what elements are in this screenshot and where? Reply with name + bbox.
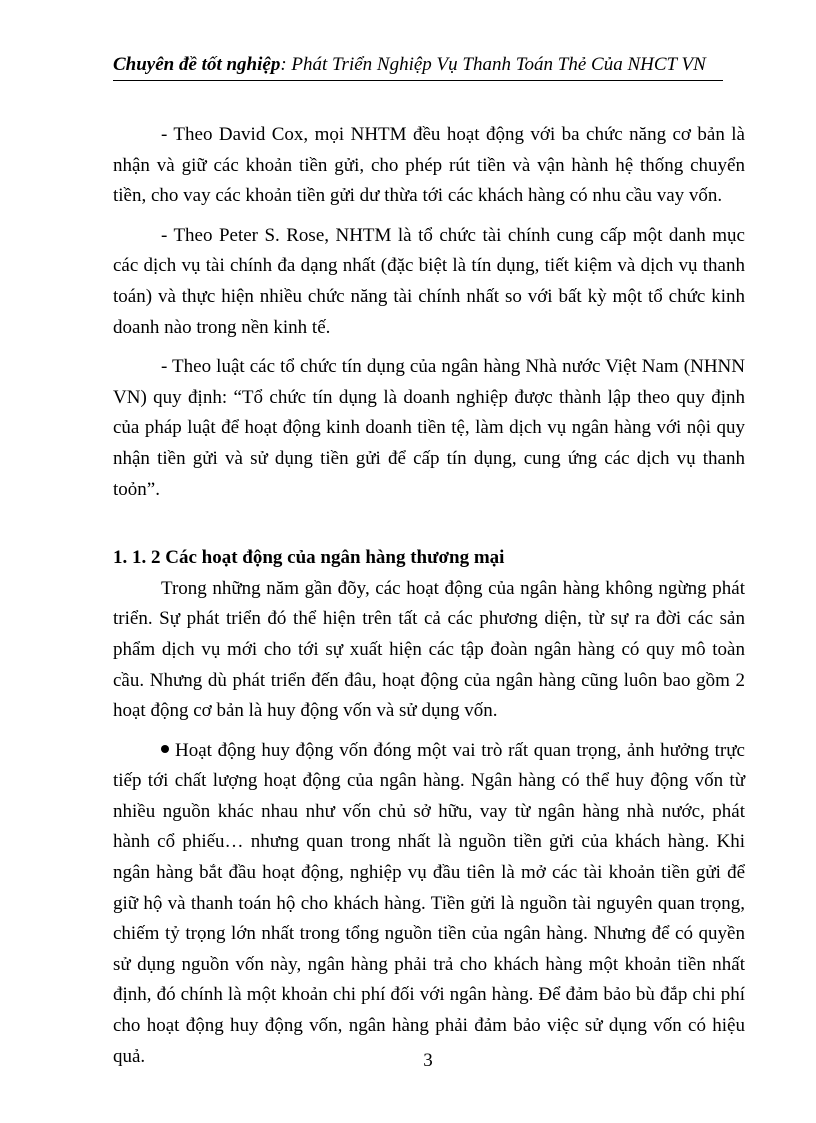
- section-paragraph: Trong những năm gần đõy, các hoạt động của ngân hàng không ngừng phát triển. Sự phát triển đó thể hiện trên tất cả các phương diện, từ sự ra đời các sản phẩm dịch vụ mới cho tới sự xuất hiện các tập đoàn ngân hàng có quy mô toàn cầu. Nhưng dù phát triển đến đâu, hoạt động của ngân hàng cũng luôn bao gồm 2 hoạt động cơ bản là huy động vốn và sử dụng vốn.: [113, 577, 745, 722]
- header-title-bold: Chuyên đề tốt nghiệp: [113, 54, 281, 75]
- bullet-paragraph-text: Hoạt động huy động vốn đóng một vai trò rất quan trọng, ảnh hưởng trực tiếp tới chất lượng hoạt động của ngân hàng. Ngân hàng có thể huy động vốn từ nhiều nguồn khác nhau như vốn chủ sở hữu, vay từ ngân hàng nhà nước, phát hành cổ phiếu… nhưng quan trong nhất là nguồn tiền gửi của khách hàng. Khi ngân hàng bắt đầu hoạt động, nghiệp vụ đầu tiên là mở các tài khoản tiền gửi để giữ hộ và thanh toán hộ cho khách hàng. Tiền gửi là nguồn tài nguyên quan trọng, chiếm tỷ trọng lớn nhất trong tổng nguồn tiền của ngân hàng. Nhưng để có quyền sử dụng nguồn vốn này, ngân hàng phải trả cho khách hàng một khoản tiền nhất định, đó chính là một khoản chi phí đối với ngân hàng. Để đảm bảo bù đắp chi phí cho hoạt động huy động vốn, ngân hàng phải đảm bảo việc sử dụng vốn có hiệu quả.: [113, 739, 745, 1067]
- page-header: [113, 52, 723, 81]
- page-number: 3: [423, 1050, 433, 1071]
- paragraph-credit-law: - Theo luật các tổ chức tín dụng của ngân hàng Nhà nước Việt Nam (NHNN VN) quy định: “Tổ chức tín dụng là doanh nghiệp được thành lập theo quy định của pháp luật để hoạt động kinh doanh tiền tệ, làm dịch vụ ngân hàng với nội quy nhận tiền gửi và sử dụng tiền gửi để cấp tín dụng, cung ứng các dịch vụ thanh toỏn”.: [113, 356, 745, 500]
- section-heading: 1. 1. 2 Các hoạt động của ngân hàng thương mại: [113, 547, 505, 569]
- paragraph-david-cox: - Theo David Cox, mọi NHTM đều hoạt động với ba chức năng cơ bản là nhận và giữ các khoản tiền gửi, cho phép rút tiền và vận hành hệ thống chuyển tiền, cho vay các khoản tiền gửi dư thừa tới các khách hàng có nhu cầu vay vốn.: [113, 124, 745, 207]
- body-text: [113, 120, 745, 1072]
- bullet-paragraph: [113, 736, 745, 1073]
- header-title-rest: : Phát Triển Nghiệp Vụ Thanh Toán Thẻ Của NHCT VN: [280, 54, 706, 75]
- bullet-icon: [161, 745, 169, 753]
- paragraph-peter-rose: - Theo Peter S. Rose, NHTM là tổ chức tài chính cung cấp một danh mục các dịch vụ tài chính đa dạng nhất (đặc biệt là tín dụng, tiết kiệm và dịch vụ thanh toán) và thực hiện nhiều chức năng tài chính nhất so với bất kỳ một tổ chức kinh doanh nào trong nền kinh tế.: [113, 224, 745, 338]
